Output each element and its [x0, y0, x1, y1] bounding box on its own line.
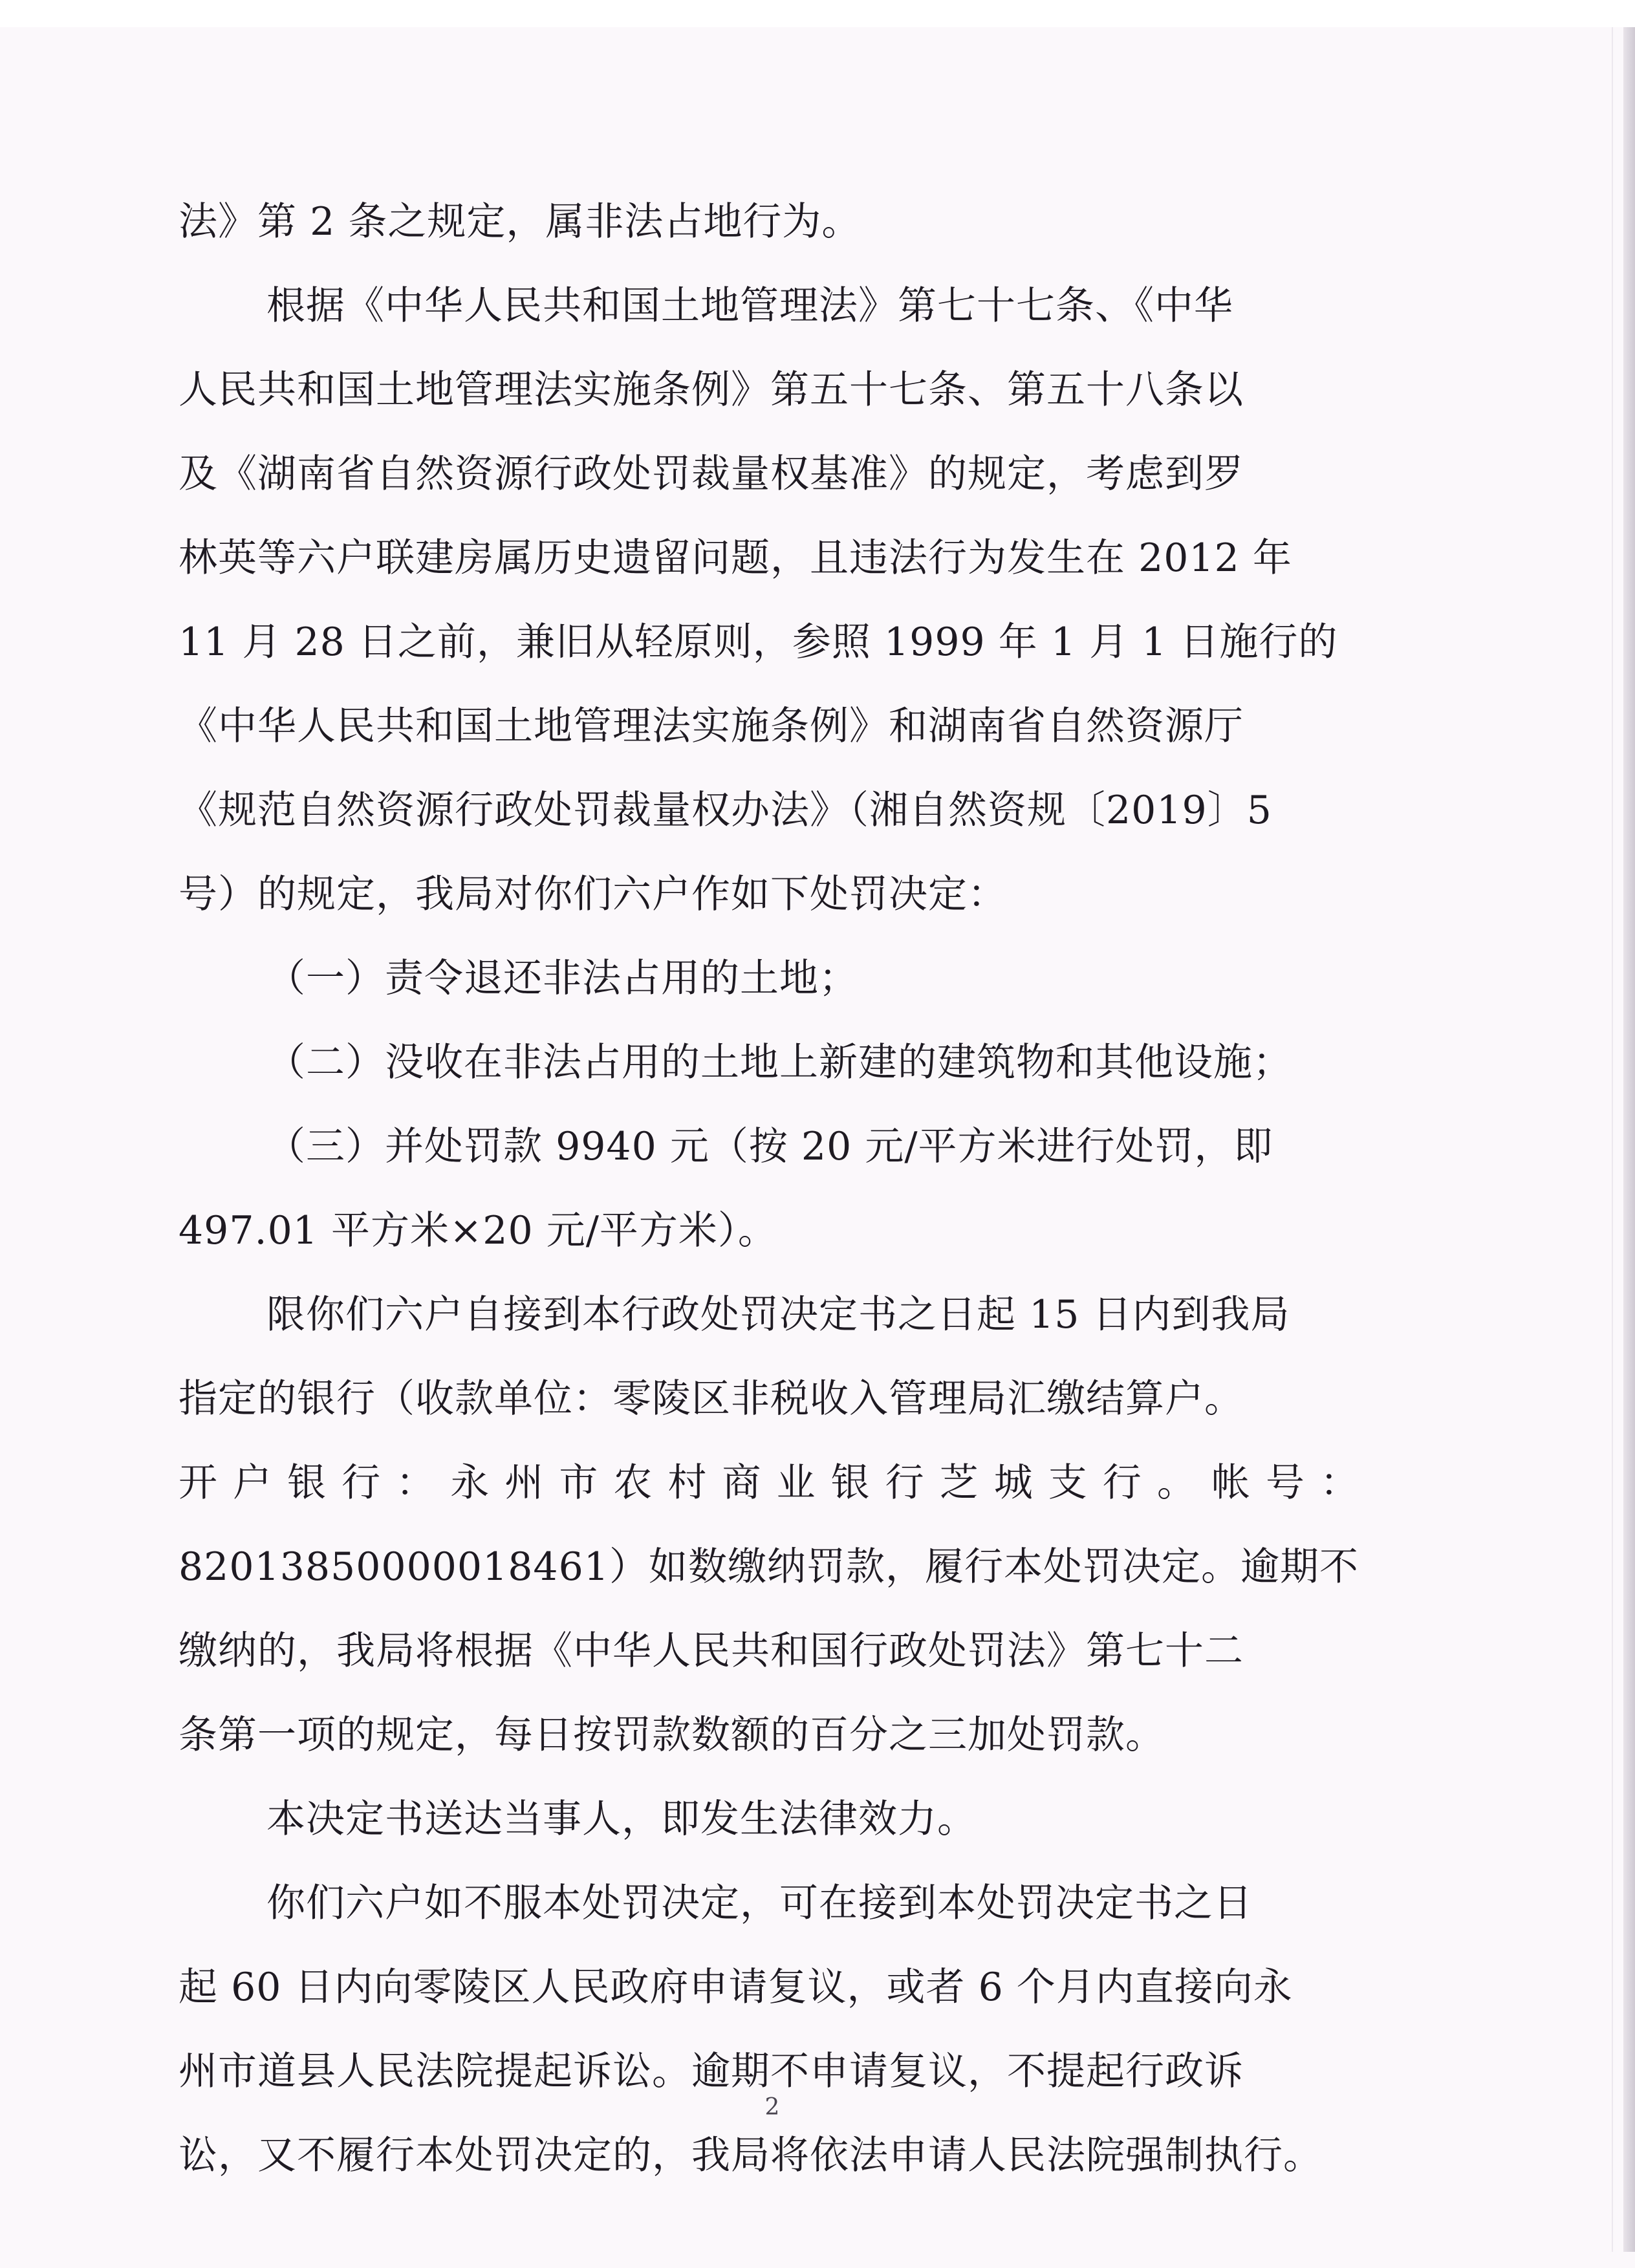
- document-body: [179, 180, 1359, 2198]
- text-line-21: 你们六户如不服本处罚决定，可在接到本处罚决定书之日: [266, 1881, 1253, 1926]
- page-number: 2: [764, 2094, 780, 2121]
- text-line-24: 讼，又不履行本处罚决定的，我局将依法申请人民法院强制执行。: [179, 2133, 1323, 2178]
- text-line-15: 指定的银行（收款单位：零陵区非税收入管理局汇缴结算户。: [179, 1376, 1244, 1421]
- scan-top-margin: [0, 0, 1635, 27]
- text-line-11: （二）没收在非法占用的土地上新建的建筑物和其他设施；: [266, 1040, 1292, 1085]
- text-line-18: 缴纳的，我局将根据《中华人民共和国行政处罚法》第七十二: [179, 1628, 1244, 1674]
- scan-paper-edge: [1623, 27, 1635, 2252]
- text-line-19: 条第一项的规定，每日按罚款数额的百分之三加处罚款。: [179, 1712, 1165, 1758]
- text-line-10: （一）责令退还非法占用的土地；: [266, 956, 858, 1001]
- text-line-17: 82013850000018461）如数缴纳罚款，履行本处罚决定。逾期不: [179, 1544, 1359, 1590]
- text-line-22: 起 60 日内向零陵区人民政府申请复议，或者 6 个月内直接向永: [179, 1965, 1293, 2010]
- text-line-5: 林英等六户联建房属历史遗留问题，且违法行为发生在 2012 年: [179, 535, 1292, 581]
- text-line-4: 及《湖南省自然资源行政处罚裁量权基准》的规定，考虑到罗: [179, 451, 1244, 497]
- text-line-20: 本决定书送达当事人，即发生法律效力。: [266, 1797, 977, 1842]
- text-line-13: 497.01 平方米×20 元/平方米）。: [179, 1208, 777, 1253]
- text-line-9: 号）的规定，我局对你们六户作如下处罚决定：: [179, 872, 1007, 917]
- text-line-16: 开户银行：永州市农村商业银行芝城支行。帐号：: [179, 1460, 1359, 1506]
- text-line-7: 《中华人民共和国土地管理法实施条例》和湖南省自然资源厅: [179, 704, 1244, 749]
- text-line-3: 人民共和国土地管理法实施条例》第五十七条、第五十八条以: [179, 367, 1244, 413]
- text-line-8: 《规范自然资源行政处罚裁量权办法》（湘自然资规〔2019〕5: [179, 788, 1272, 833]
- text-line-12: （三）并处罚款 9940 元（按 20 元/平方米进行处罚，即: [266, 1124, 1273, 1169]
- text-line-2: 根据《中华人民共和国土地管理法》第七十七条、《中华: [266, 283, 1233, 329]
- text-line-1: 法》第 2 条之规定，属非法占地行为。: [179, 199, 861, 244]
- text-line-23: 州市道县人民法院提起诉讼。逾期不申请复议，不提起行政诉: [179, 2049, 1244, 2094]
- text-line-6: 11 月 28 日之前，兼旧从轻原则，参照 1999 年 1 月 1 日施行的: [179, 620, 1338, 665]
- scan-edge-line: [1612, 27, 1613, 2252]
- text-line-14: 限你们六户自接到本行政处罚决定书之日起 15 日内到我局: [266, 1292, 1290, 1337]
